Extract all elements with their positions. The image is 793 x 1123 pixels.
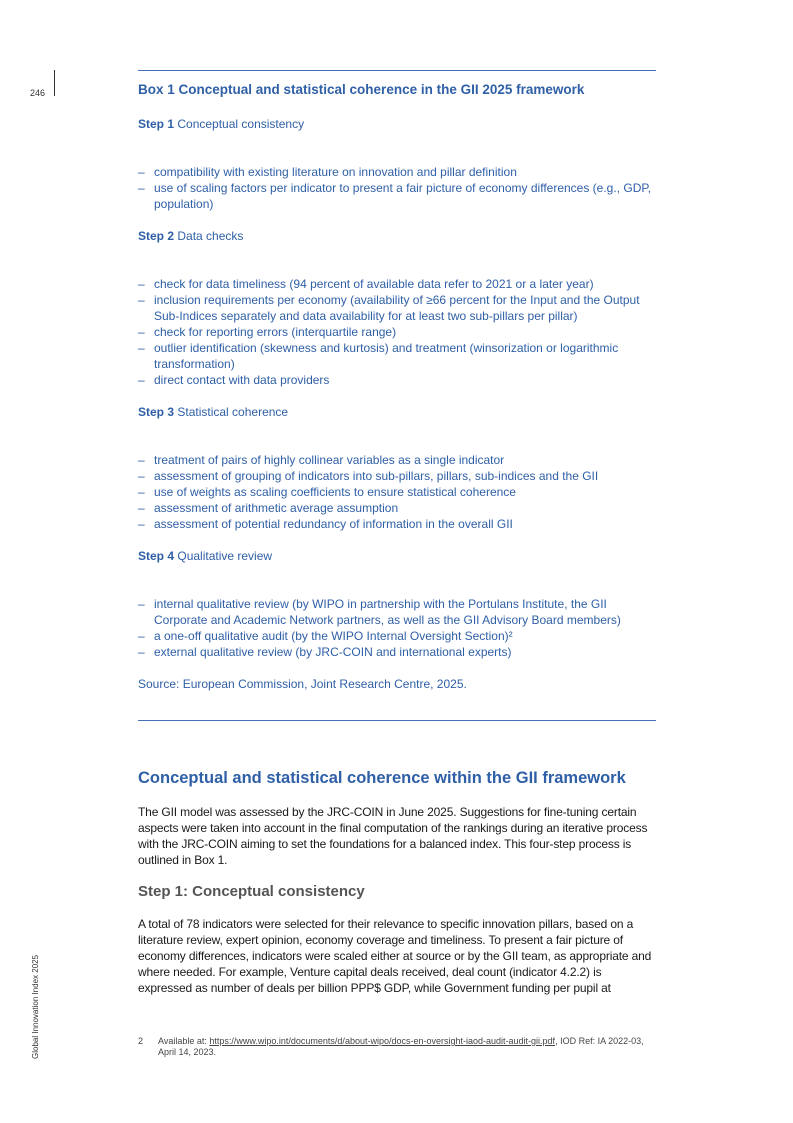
bullet-item: – internal qualitative review (by WIPO in partnership with the Portulans Institute, the GII Corporate and Academic Network partners, as well as the GII Advisory Board members): [138, 597, 621, 627]
dash-marker: –: [138, 341, 145, 355]
box-step-2: [138, 228, 656, 388]
step-name: Conceptual consistency: [177, 117, 305, 131]
step-label: Step 1: [138, 117, 175, 131]
dash-marker: –: [138, 325, 145, 339]
dash-marker: –: [138, 453, 145, 467]
footnote-link[interactable]: https://www.wipo.int/documents/d/about-wipo/docs-en-oversight-iaod-audit-audit-gii.pdf: [209, 1036, 556, 1046]
box-source: Source: European Commission, Joint Research Centre, 2025.: [138, 677, 467, 691]
step-heading: [138, 116, 656, 132]
dash-marker: –: [138, 165, 145, 179]
footnote: [138, 1036, 658, 1058]
box-top-rule: [138, 70, 656, 71]
intro-paragraph: The GII model was assessed by the JRC-COIN in June 2025. Suggestions for fine-tuning certain aspects were taken into account in the final computation of the rankings during an iterative process with the JRC-COIN aiming to set the foundations for a balanced index. This four-step process is outlined in Box 1.: [138, 805, 648, 867]
box-step-3: [138, 404, 656, 532]
bullet-item: – a one-off qualitative audit (by the WIPO Internal Oversight Section)²: [138, 629, 513, 643]
bullet-item: – use of scaling factors per indicator to present a fair picture of economy differences (e.g., GDP, population): [138, 181, 652, 211]
footnote-text: Available at: https://www.wipo.int/documents/d/about-wipo/docs-en-oversight-iaod-audit-audit-gii.pdf, IOD Ref: IA 2022-03, April 14, 2023.: [158, 1036, 644, 1057]
bullet-item: – assessment of arithmetic average assumption: [138, 501, 399, 515]
step-label: Step 2: [138, 229, 175, 243]
bullet-item: – outlier identification (skewness and kurtosis) and treatment (winsorization or logarithmic transformation): [138, 341, 619, 371]
step-bullet-list: [138, 452, 656, 532]
bullet-item: – check for data timeliness (94 percent of available data refer to 2021 or a later year): [138, 277, 594, 291]
footnote-number: 2: [138, 1036, 144, 1046]
dash-marker: –: [138, 181, 145, 195]
dash-marker: –: [138, 517, 145, 531]
dash-marker: –: [138, 293, 145, 307]
step1-heading: Step 1: Conceptual consistency: [138, 883, 365, 900]
dash-marker: –: [138, 629, 145, 643]
step-name: Qualitative review: [177, 549, 273, 563]
page-number: 246: [30, 88, 46, 98]
step-bullet-list: [138, 276, 656, 388]
step-name: Data checks: [177, 229, 244, 243]
main-section: [138, 766, 658, 996]
box-bottom-rule: [138, 720, 656, 721]
box-step-4: [138, 548, 656, 660]
dash-marker: –: [138, 485, 145, 499]
section-title: Conceptual and statistical coherence within the GII framework: [138, 769, 626, 787]
box-1: [138, 80, 656, 692]
bullet-item: – treatment of pairs of highly collinear variables as a single indicator: [138, 453, 505, 467]
box-step-1: [138, 116, 656, 212]
dash-marker: –: [138, 373, 145, 387]
box-title: Box 1 Conceptual and statistical coherence in the GII 2025 framework: [138, 82, 585, 97]
step-label: Step 4: [138, 549, 175, 563]
step-heading: [138, 548, 656, 564]
step-name: Statistical coherence: [177, 405, 289, 419]
margin-rule: [54, 70, 55, 96]
dash-marker: –: [138, 597, 145, 611]
step-bullet-list: [138, 596, 656, 660]
bullet-item: – assessment of grouping of indicators into sub-pillars, pillars, sub-indices and the GII: [138, 469, 599, 483]
dash-marker: –: [138, 645, 145, 659]
bullet-item: – direct contact with data providers: [138, 373, 330, 387]
bullet-item: – external qualitative review (by JRC-COIN and international experts): [138, 645, 512, 659]
dash-marker: –: [138, 277, 145, 291]
bullet-item: – compatibility with existing literature on innovation and pillar definition: [138, 165, 517, 179]
running-title: Global Innovation Index 2025: [31, 954, 40, 1059]
dash-marker: –: [138, 501, 145, 515]
step-heading: [138, 228, 656, 244]
bullet-item: – use of weights as scaling coefficients to ensure statistical coherence: [138, 485, 516, 499]
dash-marker: –: [138, 469, 145, 483]
step-bullet-list: [138, 164, 656, 212]
step-label: Step 3: [138, 405, 175, 419]
bullet-item: – check for reporting errors (interquartile range): [138, 325, 397, 339]
step1-paragraph: A total of 78 indicators were selected for their relevance to specific innovation pillars, based on a literature review, expert opinion, economy coverage and timeliness. To present a fair picture of economy differences, indicators were scaled either at source or by the GII team, as appropriate and where needed. For example, Venture capital deals received, deal count (indicator 4.2.2) is expressed as number of deals per billion PPP$ GDP, while Government funding per pupil at: [138, 917, 652, 995]
bullet-item: – assessment of potential redundancy of information in the overall GII: [138, 517, 513, 531]
bullet-item: – inclusion requirements per economy (availability of ≥66 percent for the Input and the Output Sub-Indices separately and data availability for at least two sub-pillars per pillar): [138, 293, 640, 323]
step-heading: [138, 404, 656, 420]
